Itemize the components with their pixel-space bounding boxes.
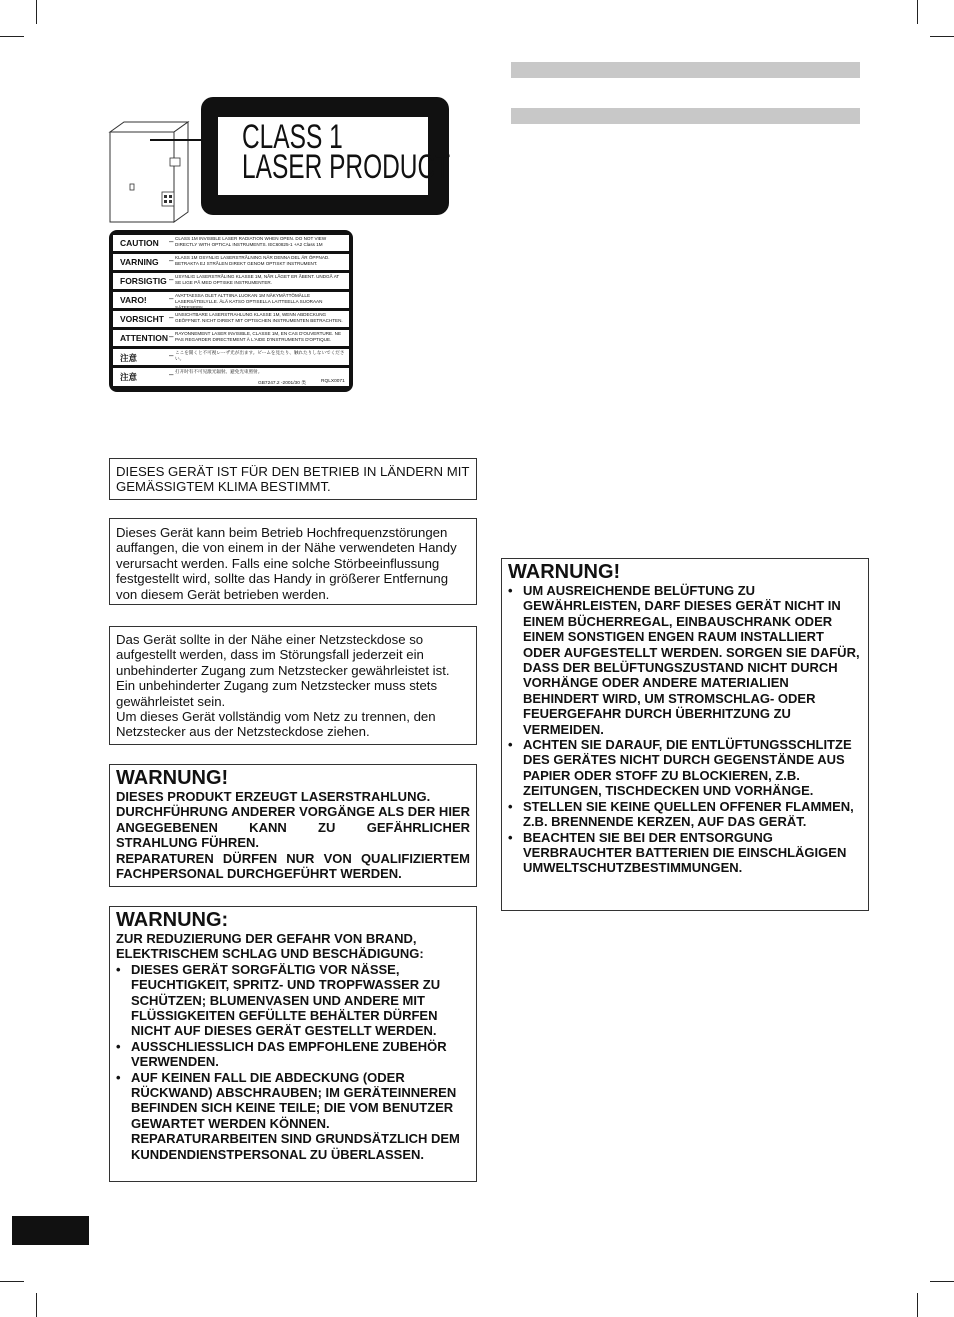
warning-title: WARNUNG! [508,561,621,583]
caution-footer-left: GB7247.2 -2001/30 类 [258,381,307,386]
section-header-bar [511,62,860,78]
ventilation-warning [501,558,869,911]
caution-row [113,254,349,270]
laser-class-title-line2: LASER PRODUCT [242,148,451,186]
fire-warning-item: • DIESES GERÄT SORGFÄLTIG VOR NÄSSE, FEUCHTIGKEIT, SPRITZ- UND TROPFWASSER ZU SCHÜTZEN; BLUMENVASEN UND ANDERE MIT FLÜSSIGKEITEN GEFÜLLTE BEHÄLTER DÜRFEN NICHT AUF DIESES GERÄT GESTELLT WERDEN. [116,962,470,1039]
caution-row-text: USYNLIG LASERSTRÅLING KLASSE 1M, NÅR LÅGET ER ÅBENT. UNDGÅ AT SE LIGE PÅ MED OPTISKE INSTRUMENTER. [175,274,340,285]
caution-row [113,368,349,386]
caution-row [113,349,349,365]
ventilation-warning-item: • STELLEN SIE KEINE QUELLEN OFFENER FLAMMEN, Z.B. BRENNENDE KERZEN, AUF DAS GERÄT. [508,799,862,830]
mains-plug-text-2: Ein unbehinderter Zugang zum Netzstecker muss stets gewährleistet sein. [116,678,438,709]
laser-warning-line2: DURCHFÜHRUNG ANDERER VORGÄNGE ALS DER HIER ANGEGEBENEN KANN ZU GEFÄHRLICHER STRAHLUNG FÜHREN. [116,804,470,851]
caution-row-key: VORSICHT [120,314,164,324]
caution-row-text: 打开时有不可见激光辐射。避免光束照射。 [175,369,263,374]
mains-plug-text-1: Das Gerät sollte in der Nähe einer Netzsteckdose so aufgestellt werden, dass im Störungsfall jederzeit ein unbehinderter Zugang zum Netzstecker gewährleistet ist. [116,632,450,678]
mobile-interference-notice [109,518,477,605]
caution-row-text: CLASS 1M INVISIBLE LASER RADIATION WHEN OPEN. DO NOT VIEW DIRECTLY WITH OPTICAL INSTRUMENTS. IEC60825-1 +A2 Class 1M [175,236,327,247]
caution-row-key: VARO! [120,295,147,305]
crop-mark [930,1281,954,1282]
mains-plug-notice [109,626,477,745]
ventilation-warning-item: • UM AUSREICHENDE BELÜFTUNG ZU GEWÄHRLEISTEN, DARF DIESES GERÄT NICHT IN EINEM BÜCHERREGAL, EINBAUSCHRANK ODER EINEM SONSTIGEN ENGEN RAUM INSTALLIERT ODER AUFGESTELLT WERDEN. SORGEN SIE DAFÜR, DASS DER BELÜFTUNGSZUSTAND NICHT DURCH VORHÄNGE ODER ANDERE MATERIALIEN BEHINDERT WIRD, UM STROMSCHLAG- ODER FEUERGEFAHR DURCH ÜBERHITZUNG ZU VERMEIDEN. [508,583,862,737]
caution-row-text: RAYONNEMENT LASER INVISIBLE, CLASSE 1M, EN CAS D'OUVERTURE. NE PAS REGARDER DIRECTEMENT À L'AIDE D'INSTRUMENTS D'OPTIQUE. [175,331,342,342]
ventilation-warning-item: • BEACHTEN SIE BEI DER ENTSORGUNG VERBRAUCHTER BATTERIEN DIE EINSCHLÄGIGEN UMWELTSCHUTZBESTIMMUNGEN. [508,830,862,876]
laser-caution-table [109,230,353,392]
caution-row-dash: – [169,332,174,341]
page-tab [12,1216,89,1245]
caution-row-text: KLASS 1M OSYNLIG LASERSTRÅLNING NÄR DENNA DEL ÄR ÖPPNAD. BETRAKTA EJ STRÅLEN DIREKT GENOM OPTISKT INSTRUMENT. [175,255,330,266]
fire-warning-list [116,962,470,1162]
mains-plug-text-3: Um dieses Gerät vollständig vom Netz zu trennen, den Netzstecker aus der Netzsteckdose ziehen. [116,709,436,740]
laser-class-label-inner [218,117,451,195]
laser-class-label [201,97,449,215]
caution-row [113,292,349,308]
caution-row-dash: – [169,370,174,379]
crop-mark [36,1293,37,1317]
caution-row-key: 注意 [120,353,138,363]
climate-notice-text: DIESES GERÄT IST FÜR DEN BETRIEB IN LÄNDERN MIT GEMÄSSIGTEM KLIMA BESTIMMT. [116,464,470,495]
laser-warning-line3: REPARATUREN DÜRFEN NUR VON QUALIFIZIERTEM FACHPERSONAL DURCHGEFÜHRT WERDEN. [116,850,470,882]
caution-row-dash: – [169,351,174,360]
warning-title: WARNUNG: [116,909,229,931]
caution-row-key: FORSIGTIG [120,276,167,286]
crop-mark [917,0,918,24]
caution-row-key: ATTENTION [120,333,169,343]
laser-class-title-line1: CLASS 1 [242,118,343,156]
caution-row-dash: – [169,294,174,303]
ventilation-warning-item: • ACHTEN SIE DARAUF, DIE ENTLÜFTUNGSSCHLITZE DES GERÄTES NICHT DURCH GEGENSTÄNDE AUS PAPIER ODER STOFF ZU BLOCKIEREN, Z.B. ZEITUNGEN, TISCHDECKEN UND VORHÄNGE. [508,737,862,799]
crop-mark [36,0,37,24]
laser-warning-line1: DIESES PRODUKT ERZEUGT LASERSTRAHLUNG. [116,789,431,804]
crop-mark [0,36,24,37]
caution-row [113,235,349,251]
crop-mark [0,1281,24,1282]
caution-row-key: CAUTION [120,238,159,248]
caution-row-key: VARNING [120,257,159,267]
caution-row [113,330,349,346]
caution-row-dash: – [169,275,174,284]
caution-row [113,311,349,327]
ventilation-warning-list [508,583,862,876]
caution-row-key: 注意 [120,372,138,382]
device-illustration [108,118,208,226]
fire-warning-item: • AUSSCHLIESSLICH DAS EMPFOHLENE ZUBEHÖR VERWENDEN. [116,1039,470,1070]
section-header-bar [511,108,860,124]
fire-warning-intro: ZUR REDUZIERUNG DER GEFAHR VON BRAND, ELEKTRISCHEM SCHLAG UND BESCHÄDIGUNG: [116,931,424,962]
fire-warning-item: • AUF KEINEN FALL DIE ABDECKUNG (ODER RÜCKWAND) ABSCHRAUBEN; IM GERÄTEINNEREN BEFINDEN SICH KEINE TEILE; DIE VOM BENUTZER GEWARTET WERDEN KÖNNEN. REPARATURARBEITEN SIND GRUNDSÄTZLICH DEM KUNDENDIENSTPERSONAL ZU ÜBERLASSEN. [116,1070,470,1162]
fire-shock-warning [109,906,477,1182]
caution-row [113,273,349,289]
mobile-interference-text: Dieses Gerät kann beim Betrieb Hochfrequenzstörungen auffangen, die von einem in der Nähe verwendeten Handy verursacht werden. Falls eine solche Störbeeinflussung festgestellt wird, sollte das Handy in größerer Entfernung von diesem Gerät betrieben werden. [116,525,457,602]
caution-row-dash: – [169,256,174,265]
caution-footer-right: RQLX0071 [321,379,345,384]
laser-radiation-warning [109,764,477,887]
crop-mark [917,1293,918,1317]
climate-notice [109,458,477,500]
caution-row-dash: – [169,313,174,322]
caution-row-text: ここを開くと不可視レーザ光が出ます。ビームを見たり、触れたりしないでください。 [175,350,345,361]
warning-title: WARNUNG! [116,767,229,789]
crop-mark [930,36,954,37]
caution-row-text: UNSICHTBARE LASERSTRAHLUNG KLASSE 1M, WENN ABDECKUNG GEÖFFNET. NICHT DIREKT MIT OPTISCHEN INSTRUMENTEN BETRACHTEN. [175,312,343,323]
caution-row-dash: – [169,237,174,246]
caution-row-text: AVATTAESSA OLET ALTTIINA LUOKAN 1M NÄKYMÄTTÖMÄLLE LASERSÄTEILYLLE. ÄLÄ KATSO OPTISELLA LAITTEELLA SUORAAN SÄTEESEEN. [175,293,323,310]
